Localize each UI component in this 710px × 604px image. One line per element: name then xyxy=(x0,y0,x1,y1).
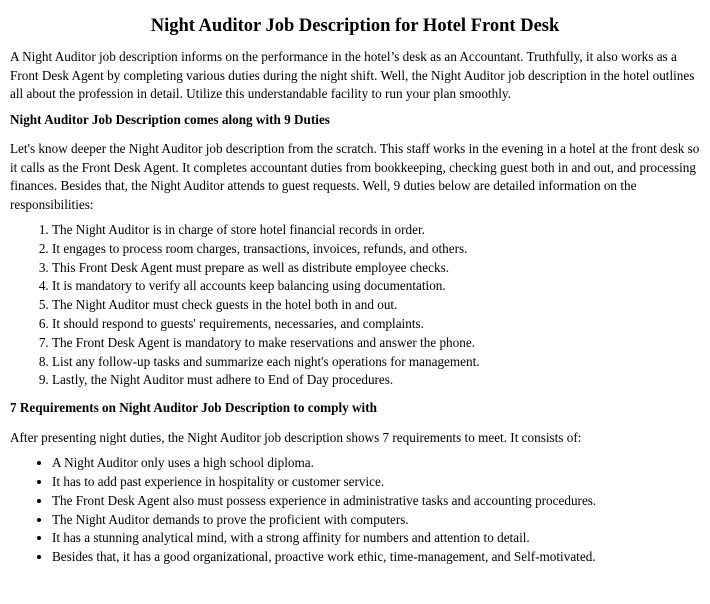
duties-list xyxy=(10,221,700,390)
list-item: 7. The Front Desk Agent is mandatory to make reservations and answer the phone. xyxy=(52,334,700,353)
list-item: • The Front Desk Agent also must possess experience in administrative tasks and accounting procedures. xyxy=(52,492,700,511)
list-item: • It has to add past experience in hospitality or customer service. xyxy=(52,473,700,492)
list-item: 1. The Night Auditor is in charge of store hotel financial records in order. xyxy=(52,221,700,240)
list-item: 9. Lastly, the Night Auditor must adhere to End of Day procedures. xyxy=(52,371,700,390)
list-item: 6. It should respond to guests' requirements, necessaries, and complaints. xyxy=(52,315,700,334)
list-item: 3. This Front Desk Agent must prepare as well as distribute employee checks. xyxy=(52,259,700,278)
requirements-list xyxy=(10,454,700,567)
list-item: 4. It is mandatory to verify all accounts keep balancing using documentation. xyxy=(52,277,700,296)
requirements-heading: 7 Requirements on Night Auditor Job Description to comply with xyxy=(10,400,377,416)
list-item: • It has a stunning analytical mind, with a strong affinity for numbers and attention to detail. xyxy=(52,529,700,548)
page-title: Night Auditor Job Description for Hotel Front Desk xyxy=(150,16,560,36)
list-item: 2. It engages to process room charges, transactions, invoices, refunds, and others. xyxy=(52,240,700,259)
requirements-intro-paragraph: After presenting night duties, the Night Auditor job description shows 7 requirements to meet. It consists of: xyxy=(10,429,582,445)
duties-intro-paragraph: Let's know deeper the Night Auditor job description from the scratch. This staff works in the evening in a hotel at the front desk so it calls as the Front Desk Agent. It completes accountant duties from bookkeeping, checking guest both in and out, and processing finances. Besides that, the Night Auditor attends to guest requests. Well, 9 duties below are detailed information on the responsibilities: xyxy=(10,141,700,212)
list-item: 5. The Night Auditor must check guests in the hotel both in and out. xyxy=(52,296,700,315)
list-item: • Besides that, it has a good organizational, proactive work ethic, time-management, and Self-motivated. xyxy=(52,548,700,567)
intro-paragraph: A Night Auditor job description informs on the performance in the hotel’s desk as an Accountant. Truthfully, it also works as a Front Desk Agent by completing various duties during the night shift. Well, the Night Auditor job description in the hotel outlines all about the profession in detail. Utilize this understandable facility to run your plan smoothly. xyxy=(10,49,695,101)
list-item: • The Night Auditor demands to prove the proficient with computers. xyxy=(52,511,700,530)
list-item: • A Night Auditor only uses a high school diploma. xyxy=(52,454,700,473)
duties-heading: Night Auditor Job Description comes along with 9 Duties xyxy=(10,111,330,127)
list-item: 8. List any follow-up tasks and summarize each night's operations for management. xyxy=(52,353,700,372)
